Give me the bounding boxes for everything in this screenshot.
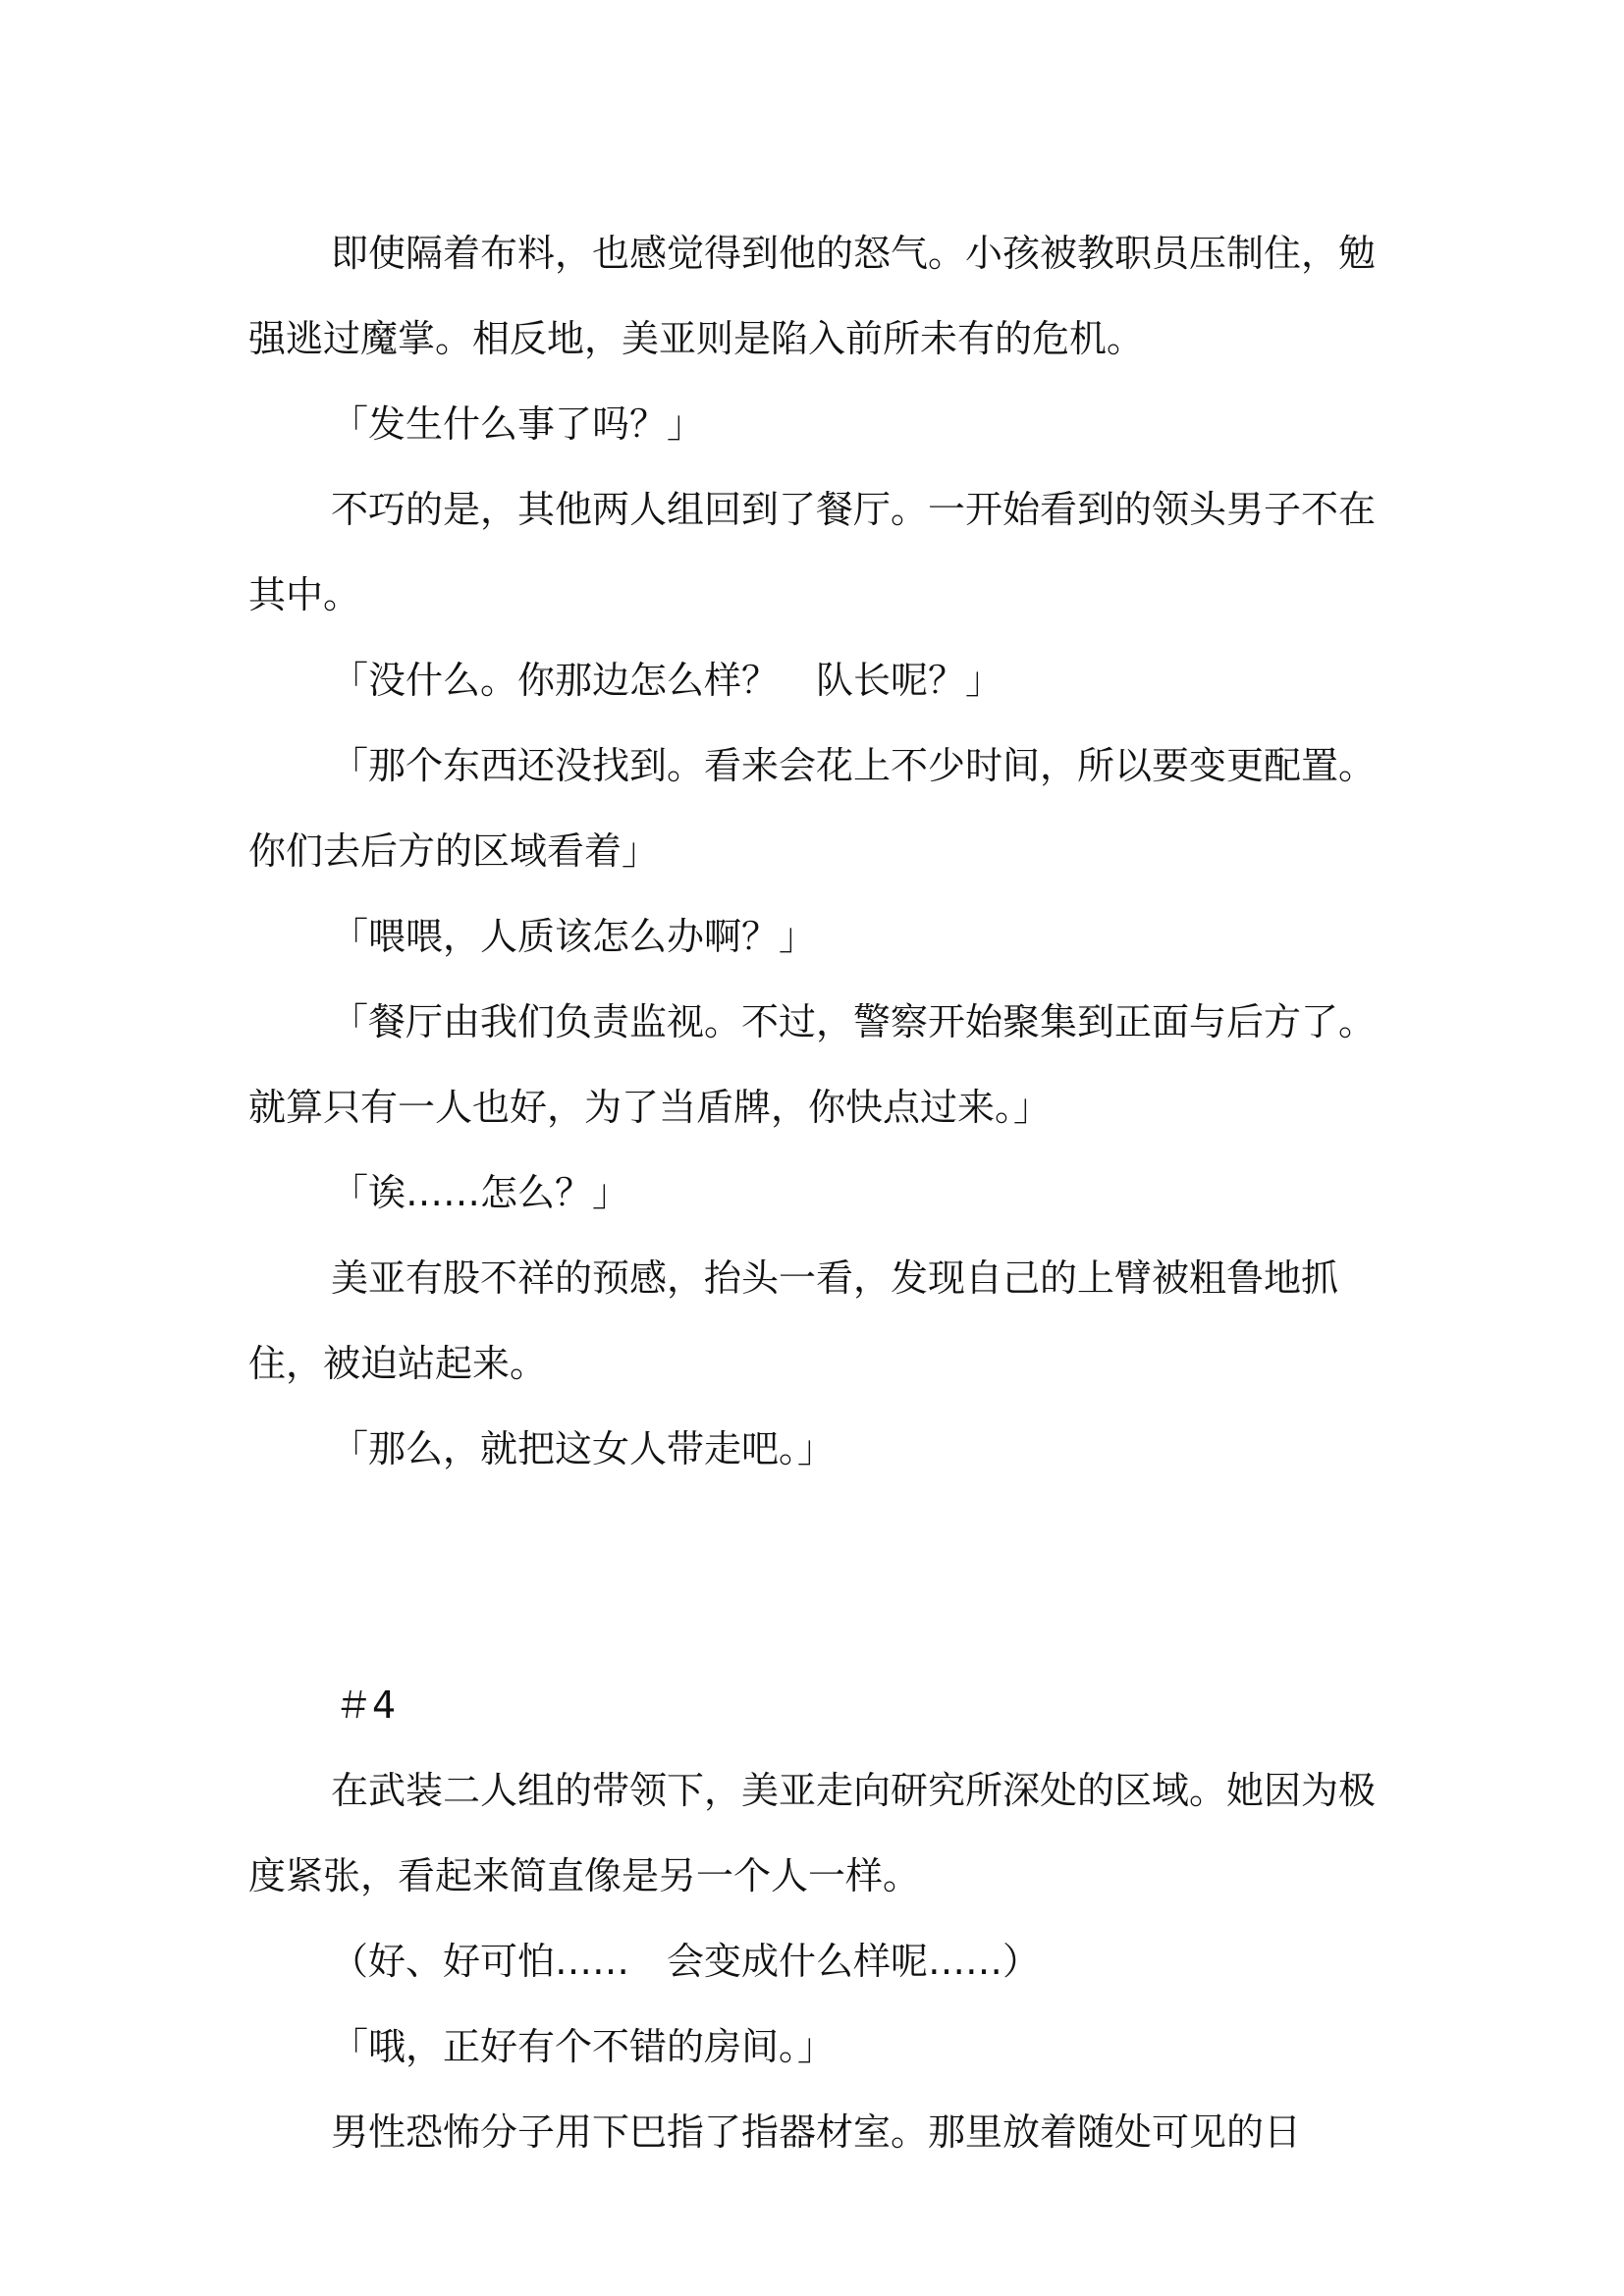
thought-line: （好、好可怕…… 会变成什么样呢……） — [331, 1940, 1041, 1983]
dialogue-line: 「诶……怎么？」 — [331, 1171, 630, 1214]
dialogue-line: 「那个东西还没找到。看来会花上不少时间，所以要变更配置。你们去后方的区域看着」 — [248, 744, 1377, 873]
dialogue-line: 「餐厅由我们负责监视。不过，警察开始聚集到正面与后方了。就算只有一人也好，为了当盾牌，你快点过来。」 — [248, 1000, 1377, 1129]
paragraph: 即使隔着布料，也感觉得到他的怒气。小孩被教职员压制住，勉强逃过魔掌。相反地，美亚则是陷入前所未有的危机。 — [248, 232, 1377, 360]
paragraph: 男性恐怖分子用下巴指了指器材室。那里放着随处可见的日 — [331, 2110, 1302, 2154]
chapter-heading: ＃4 — [335, 1683, 397, 1727]
dialogue-line: 「哦，正好有个不错的房间。」 — [331, 2025, 836, 2068]
dialogue-line: 「没什么。你那边怎么样？ 队长呢？」 — [331, 659, 1003, 702]
paragraph: 不巧的是，其他两人组回到了餐厅。一开始看到的领头男子不在其中。 — [248, 488, 1377, 616]
dialogue-line: 「那么，就把这女人带走吧。」 — [331, 1427, 836, 1470]
section-gap — [248, 1492, 1397, 1663]
paragraph: 美亚有股不祥的预感，抬头一看，发现自己的上臂被粗鲁地抓住，被迫站起来。 — [248, 1256, 1339, 1385]
dialogue-line: 「发生什么事了吗？」 — [331, 402, 705, 446]
dialogue-line: 「喂喂，人质该怎么办啊？」 — [331, 915, 817, 958]
paragraph: 在武装二人组的带领下，美亚走向研究所深处的区域。她因为极度紧张，看起来简直像是另一个人一样。 — [248, 1769, 1377, 1897]
body-text — [248, 211, 1397, 2175]
